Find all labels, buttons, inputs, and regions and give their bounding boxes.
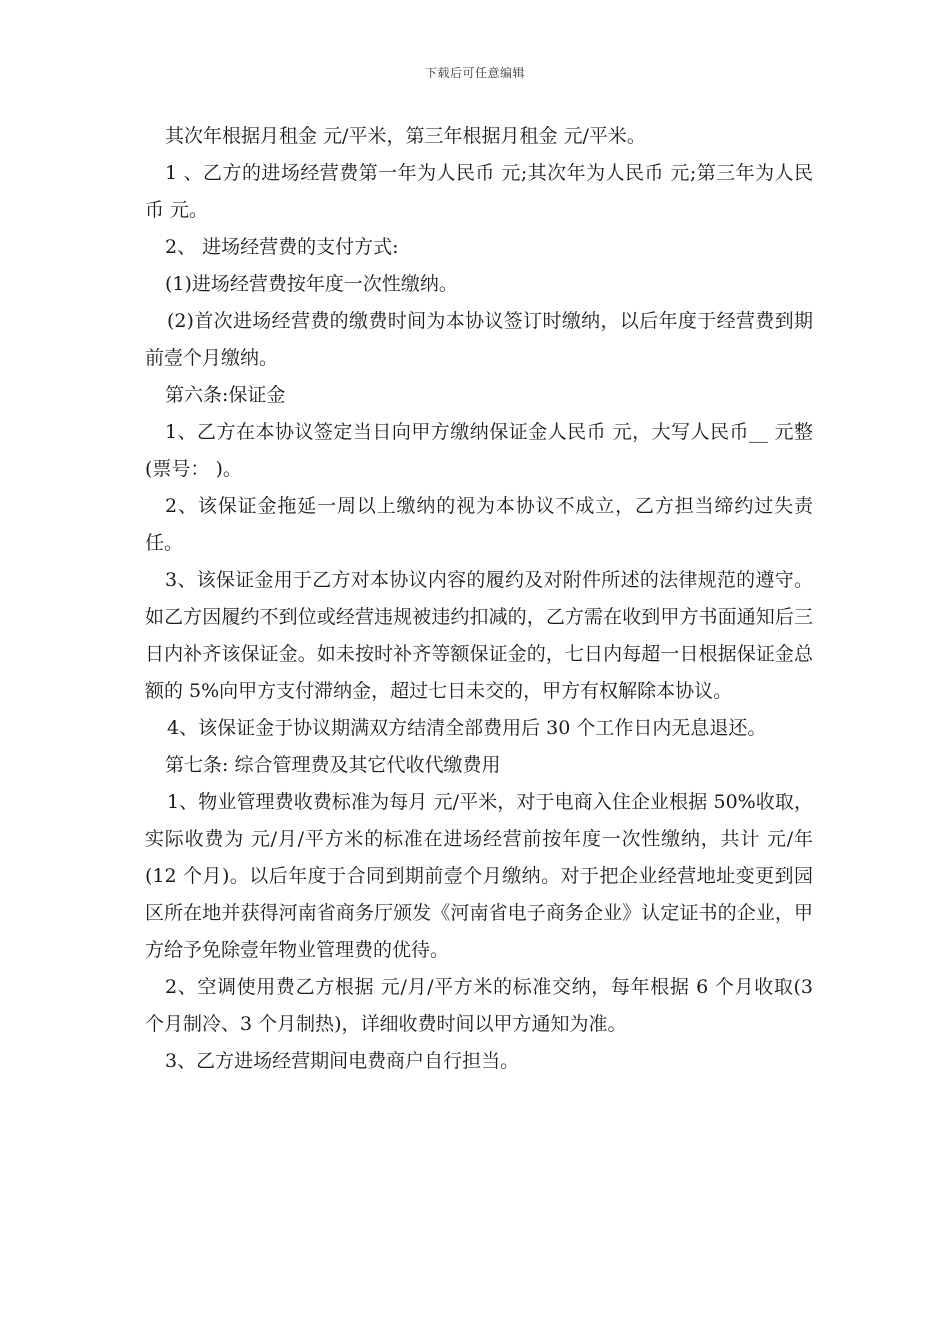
paragraph: 1 、乙方的进场经营费第一年为人民币 元;其次年为人民币 元;第三年为人民币 元。 xyxy=(145,162,813,221)
paragraph: (2)首次进场经营费的缴费时间为本协议签订时缴纳，以后年度于经营费到期前壹个月缴纳。 xyxy=(145,310,813,369)
paragraph: 1、物业管理费收费标准为每月 元/平米，对于电商入住企业根据 50%收取， 实际收费为 元/月/平方米的标准在进场经营前按年度一次性缴纳，共计 元/年(12 个月)。以后年度于合同到期前壹个月缴纳。对于把企业经营地址变更到园区所在地并获得河南省商务厅颁发《河南省电子商务企业》认定证书的企业，甲方给予免除壹年物业管理费的优待。 xyxy=(145,791,813,961)
paragraph: 2、该保证金拖延一周以上缴纳的视为本协议不成立，乙方担当缔约过失责任。 xyxy=(145,495,813,554)
paragraph: 1、乙方在本协议签定当日向甲方缴纳保证金人民币 元，大写人民币__ 元整(票号： )。 xyxy=(145,421,813,480)
paragraph: 3、该保证金用于乙方对本协议内容的履约及对附件所述的法律规范的遵守。如乙方因履约不到位或经营违规被违约扣减的，乙方需在收到甲方书面通知后三日内补齐该保证金。如未按时补齐等额保证金的，七日内每超一日根据保证金总额的 5%向甲方支付滞纳金，超过七日未交的，甲方有权解除本协议。 xyxy=(145,569,813,702)
section-heading: 第六条:保证金 xyxy=(165,384,286,406)
paragraph: (1)进场经营费按年度一次性缴纳。 xyxy=(165,273,458,295)
paragraph: 2、空调使用费乙方根据 元/月/平方米的标准交纳，每年根据 6 个月收取(3 个月制冷、3 个月制热)，详细收费时间以甲方通知为准。 xyxy=(145,976,813,1035)
document-body xyxy=(145,118,813,1080)
paragraph: 3、乙方进场经营期间电费商户自行担当。 xyxy=(165,1050,520,1072)
paragraph: 其次年根据月租金 元/平米，第三年根据月租金 元/平米。 xyxy=(165,125,646,147)
paragraph: 2、 进场经营费的支付方式: xyxy=(165,236,399,258)
page-header: 下载后可任意编辑 xyxy=(424,66,525,80)
section-heading: 第七条: 综合管理费及其它代收代缴费用 xyxy=(165,754,501,776)
paragraph: 4、该保证金于协议期满双方结清全部费用后 30 个工作日内无息退还。 xyxy=(167,717,767,739)
